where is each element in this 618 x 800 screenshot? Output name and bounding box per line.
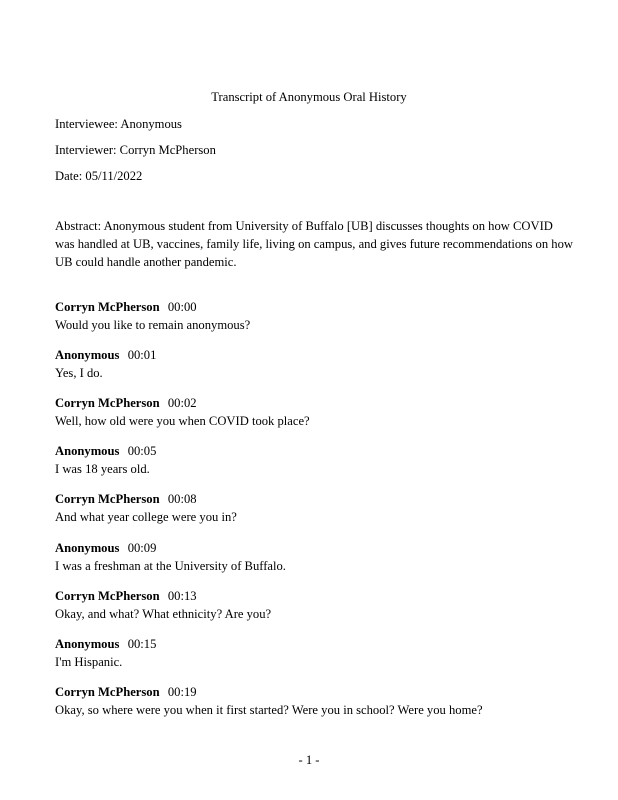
utterance-text: Okay, and what? What ethnicity? Are you? <box>55 607 272 621</box>
speaker-name: Anonymous <box>55 444 120 458</box>
transcript-turn <box>55 442 575 478</box>
transcript-turn <box>55 683 575 719</box>
transcript-turn <box>55 587 575 623</box>
interviewer-line: Interviewer: Corryn McPherson <box>55 143 216 157</box>
timestamp: 00:09 <box>127 541 157 555</box>
date-line: Date: 05/11/2022 <box>55 169 143 183</box>
timestamp: 00:13 <box>167 589 197 603</box>
utterance-text: I was a freshman at the University of Buffalo. <box>55 559 286 573</box>
utterance-text: And what year college were you in? <box>55 510 237 524</box>
timestamp: 00:05 <box>127 444 157 458</box>
timestamp: 00:01 <box>127 348 157 362</box>
document-title: Transcript of Anonymous Oral History <box>211 90 407 104</box>
speaker-name: Corryn McPherson <box>55 589 160 603</box>
speaker-name: Anonymous <box>55 541 120 555</box>
speaker-name: Corryn McPherson <box>55 396 160 410</box>
timestamp: 00:15 <box>127 637 157 651</box>
utterance-text: Well, how old were you when COVID took place? <box>55 414 310 428</box>
timestamp: 00:02 <box>167 396 197 410</box>
utterance-text: I'm Hispanic. <box>55 655 123 669</box>
utterance-text: Yes, I do. <box>55 366 103 380</box>
interviewee-line: Interviewee: Anonymous <box>55 117 182 131</box>
speaker-name: Corryn McPherson <box>55 492 160 506</box>
speaker-name: Corryn McPherson <box>55 300 160 314</box>
transcript-turn <box>55 346 575 382</box>
transcript-turn <box>55 635 575 671</box>
timestamp: 00:08 <box>167 492 197 506</box>
speaker-name: Corryn McPherson <box>55 685 160 699</box>
transcript-turn <box>55 539 575 575</box>
utterance-text: Would you like to remain anonymous? <box>55 318 251 332</box>
transcript-turn <box>55 394 575 430</box>
speaker-name: Anonymous <box>55 637 120 651</box>
timestamp: 00:00 <box>167 300 197 314</box>
speaker-name: Anonymous <box>55 348 120 362</box>
transcript-turn <box>55 490 575 526</box>
page-number: - 1 - <box>298 753 320 767</box>
timestamp: 00:19 <box>167 685 197 699</box>
utterance-text: I was 18 years old. <box>55 462 150 476</box>
transcript-turn <box>55 298 575 334</box>
utterance-text: Okay, so where were you when it first started? Were you in school? Were you home? <box>55 703 483 717</box>
abstract-paragraph: Abstract: Anonymous student from University of Buffalo [UB] discusses thoughts on how COVID was handled at UB, vaccines, family life, living on campus, and gives future recommendations on how UB could handle another pandemic. <box>55 219 573 269</box>
